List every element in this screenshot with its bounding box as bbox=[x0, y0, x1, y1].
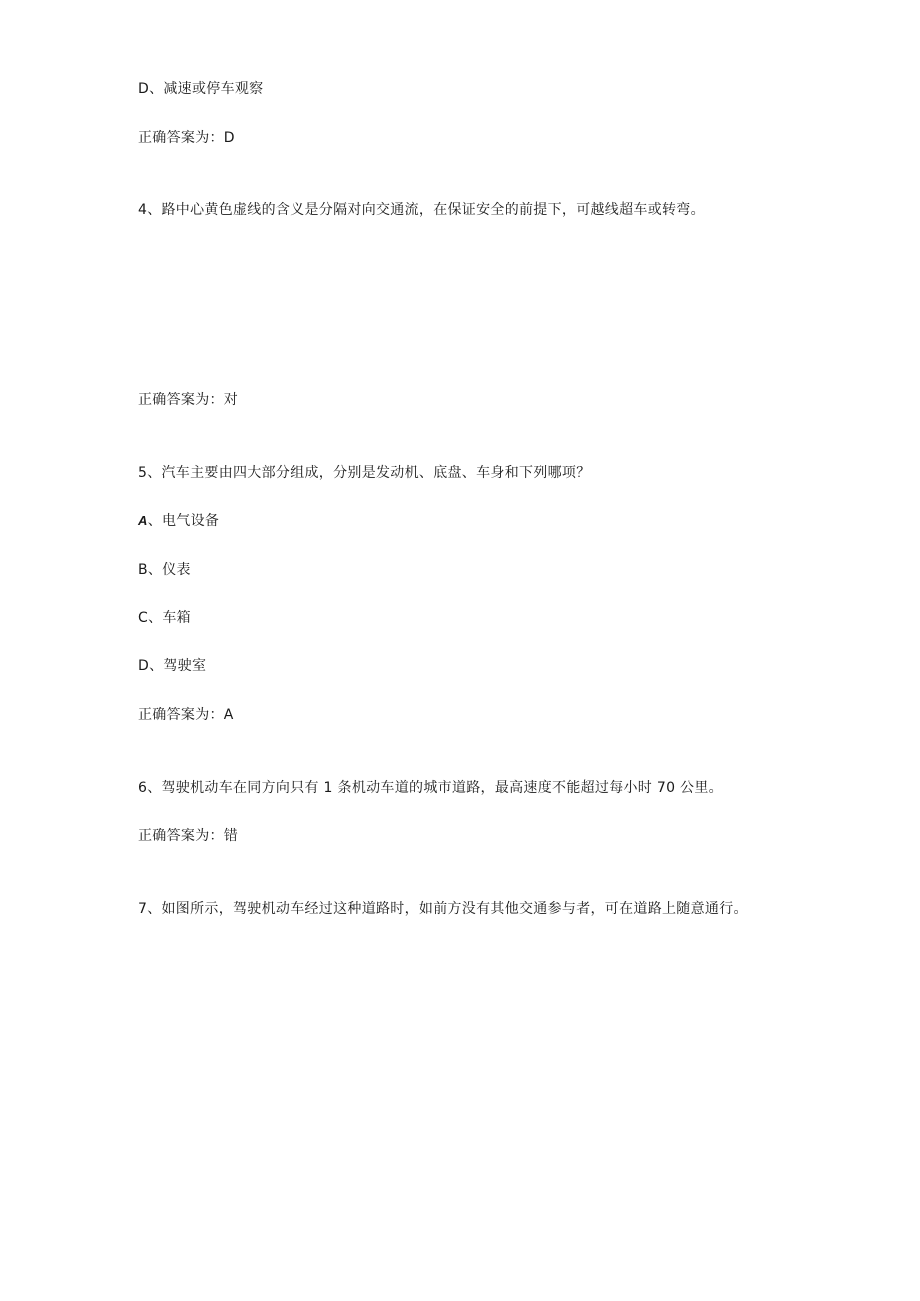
q5-option-c: C、车箱 bbox=[138, 610, 191, 626]
q3-answer: 正确答案为：D bbox=[138, 130, 235, 146]
q5-option-b: B、仪表 bbox=[138, 562, 191, 578]
q4-answer: 正确答案为：对 bbox=[138, 392, 239, 408]
q7-question: 7、如图所示，驾驶机动车经过这种道路时，如前方没有其他交通参与者，可在道路上随意通行。 bbox=[138, 901, 748, 917]
q6-question: 6、驾驶机动车在同方向只有 1 条机动车道的城市道路，最高速度不能超过每小时 70 公里。 bbox=[138, 780, 723, 796]
q5-option-d: D、驾驶室 bbox=[138, 658, 207, 674]
q4-question: 4、路中心黄色虚线的含义是分隔对向交通流，在保证安全的前提下，可越线超车或转弯。 bbox=[138, 202, 705, 218]
q5-question: 5、汽车主要由四大部分组成，分别是发动机、底盘、车身和下列哪项？ bbox=[138, 465, 591, 481]
q3-option-d: D、减速或停车观察 bbox=[138, 81, 264, 97]
q5-option-a-letter: A bbox=[138, 513, 148, 528]
q5-answer: 正确答案为：A bbox=[138, 707, 234, 723]
q6-answer: 正确答案为：错 bbox=[138, 828, 239, 844]
q5-option-a-text: 、电气设备 bbox=[147, 513, 220, 529]
q5-option-a bbox=[138, 511, 219, 531]
